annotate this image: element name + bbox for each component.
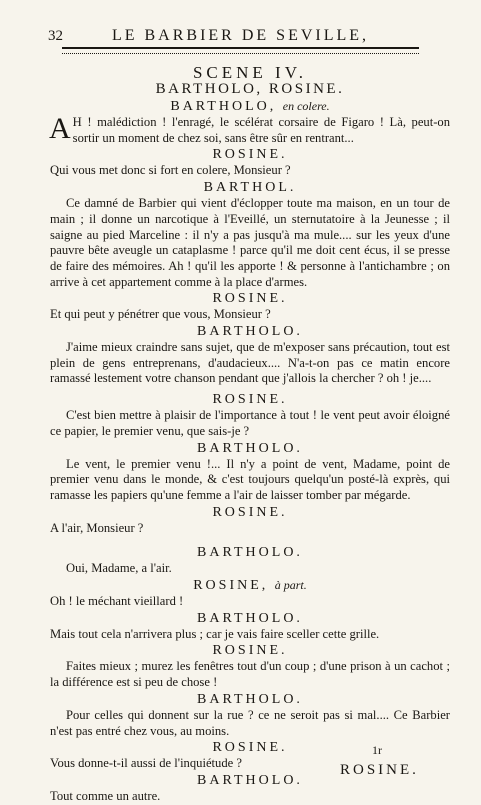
speaker-heading: BARTHOLO. [197,440,303,456]
speech-text: Vous donne-t-il aussi de l'inquiétude ? [50,756,242,771]
speech-text: J'aime mieux craindre sans sujet, que de m'exposer sans précaution, tout est plein de gens entreprenans, d'audacieux.... N'a-t-on pas ce matin encore ramassé lestement votre chanson pendant que j'allois la chercher ? oh ! je.... [50,340,450,386]
speech-text: Le vent, le premier venu !... Il n'y a point de vent, Madame, point de premier venu dans le monde, & c'est toujours quelqu'un posté-là exprès, qui ramasse les papiers qu'une femme a l'air de laisser tomber par mégarde. [50,456,450,502]
speaker-heading: BARTHOLO. [197,772,303,788]
speaker-heading: ROSINE. [212,504,288,520]
speech-text: Qui vous met donc si fort en colere, Monsieur ? [50,163,291,178]
speaker-heading: BARTHOLO. [197,691,303,707]
speaker-heading: BARTHOL. [203,180,297,196]
speaker-heading: BARTHOLO, en colere. [170,99,330,114]
speaker-heading: BARTHOLO. [197,610,303,626]
speech-text: Faites mieux ; murez les fenêtres tout d'un coup ; d'une prison à un cachot ; la différence est si peu de chose ! [50,659,450,690]
signature-mark: 1r [372,743,382,757]
catchword: ROSINE. [340,762,419,778]
speaker-heading: ROSINE. [212,643,288,659]
speaker-heading: ROSINE. [212,740,288,756]
stage-direction: en colere. [282,99,330,113]
running-header [14,24,467,44]
scene-characters: BARTHOLO, ROSINE. [155,81,345,97]
speech-text: Oui, Madame, a l'air. [66,561,172,576]
speech-text: A l'air, Monsieur ? [50,520,144,535]
stage-direction: à part. [274,578,307,593]
speech-text: A H ! malédiction ! l'enragé, le scélérat corsaire de Figaro ! Là, peut-on sortir un moment de chez soi, sans être sûr en rentrant... [49,112,450,145]
speaker-heading: ROSINE. [212,392,288,408]
speech-text: Mais tout cela n'arrivera plus ; car je vais faire sceller cette grille. [50,626,380,641]
page-number: 32 [48,28,63,44]
speech-text: Oh ! le méchant vieillard ! [50,594,184,609]
speaker-heading: ROSINE, à part. [193,578,307,594]
speech-text: Ce damné de Barbier qui vient d'éclopper toute ma maison, en un tour de main ; il donne un narcotique à l'Eveillé, un sternutatoire à la Jeunesse ; il saigne au pied Marceline : il n'y a pas jusqu'à ma mule.... sur les yeux d'une pauvre bête aveugle un cataplasme ! parce qu'il me doit cent écus, il se presse de faire des mémoires. Ah ! qu'il les apporte ! & personne à l'antichambre ; on arrive à cet appartement comme à la place d'armes. [50,196,450,289]
speech-text: Et qui peut y pénétrer que vous, Monsieur ? [50,307,271,322]
speech-text: Pour celles qui donnent sur la rue ? ce ne seroit pas si mal.... Ce Barbier n'est pas entré chez vous, au moins. [50,707,450,738]
drop-cap: A [49,112,71,145]
speaker-heading: BARTHOLO. [197,545,303,561]
running-title: LE BARBIER DE SEVILLE, [111,27,370,44]
speaker-heading: ROSINE. [212,147,288,163]
play-text [50,64,450,805]
scene-heading: SCENE IV. [192,63,308,82]
header-ornament-rule [62,47,419,61]
speaker-heading: BARTHOLO. [197,324,303,340]
speech-text: Tout comme un autre. [50,788,161,803]
speaker-heading: ROSINE. [212,291,288,307]
speech-text: C'est bien mettre à plaisir de l'importance à tout ! le vent peut avoir éloigné ce papier, le premier venu, que sais-je ? [50,408,450,438]
